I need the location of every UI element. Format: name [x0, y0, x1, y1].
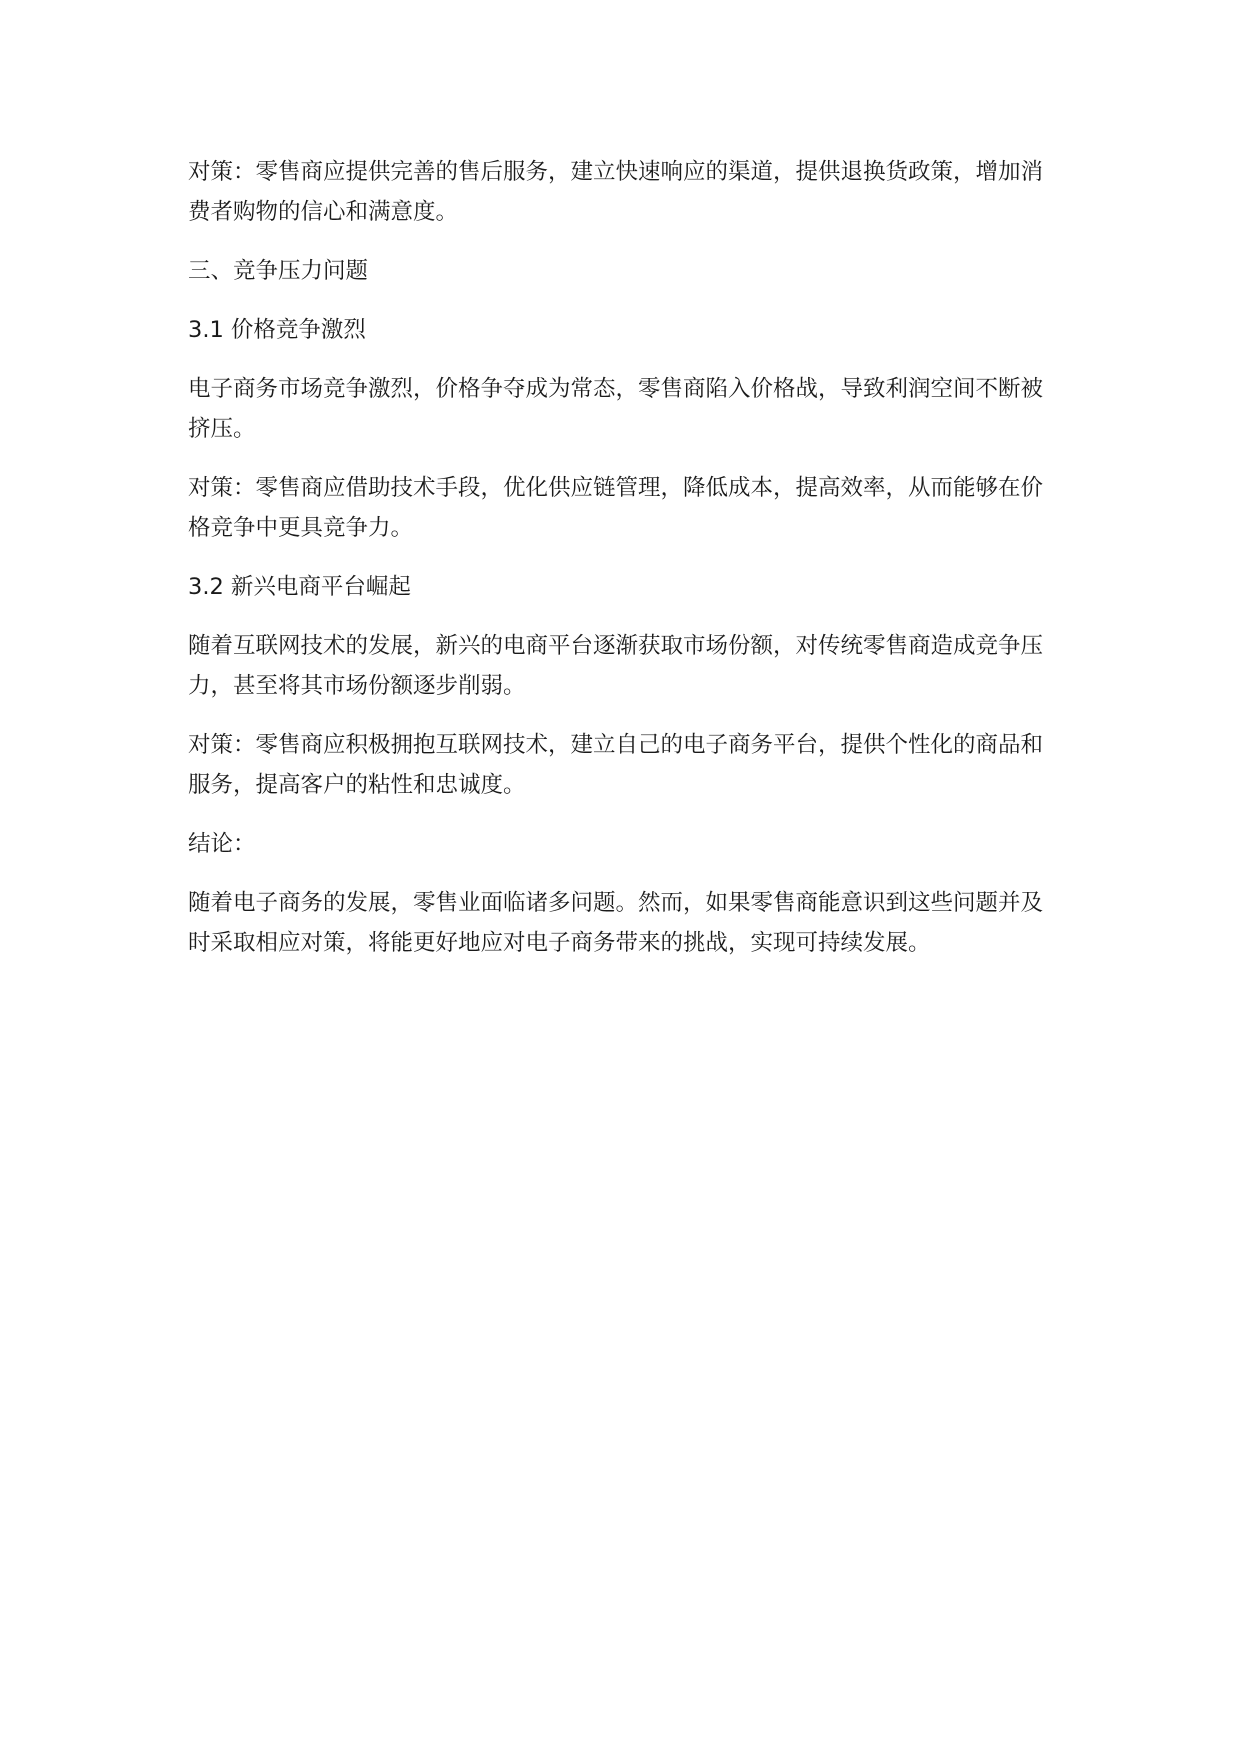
conclusion-heading: 结论： [188, 831, 256, 857]
subsection-heading-new-platforms: 3.2 新兴电商平台崛起 [188, 574, 411, 600]
paragraph-conclusion: 随着电子商务的发展，零售业面临诸多问题。然而，如果零售商能意识到这些问题并及时采取相应对策，将能更好地应对电子商务带来的挑战，实现可持续发展。 [188, 890, 1044, 956]
section-heading-competition-pressure: 三、竞争压力问题 [188, 258, 369, 284]
paragraph-new-platforms: 随着互联网技术的发展，新兴的电商平台逐渐获取市场份额，对传统零售商造成竞争压力，甚至将其市场份额逐步削弱。 [188, 633, 1044, 699]
paragraph-price-competition: 电子商务市场竞争激烈，价格争夺成为常态，零售商陷入价格战，导致利润空间不断被挤压。 [188, 376, 1044, 442]
paragraph-platform-countermeasure: 对策：零售商应积极拥抱互联网技术，建立自己的电子商务平台，提供个性化的商品和服务，提高客户的粘性和忠诚度。 [188, 732, 1044, 798]
subsection-heading-price-competition: 3.1 价格竞争激烈 [188, 317, 366, 343]
paragraph-after-sales-countermeasure: 对策：零售商应提供完善的售后服务，建立快速响应的渠道，提供退换货政策，增加消费者购物的信心和满意度。 [188, 159, 1044, 225]
paragraph-price-countermeasure: 对策：零售商应借助技术手段，优化供应链管理，降低成本，提高效率，从而能够在价格竞争中更具竞争力。 [188, 475, 1044, 541]
document-body [188, 152, 1050, 982]
